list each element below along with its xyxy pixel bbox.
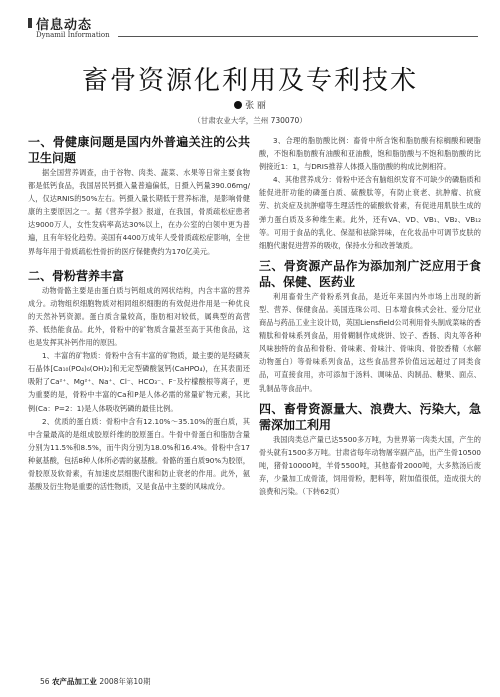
left-column — [28, 134, 250, 493]
paragraph-other-nutrients: 4、其他营养成分：骨粉中还含有脑组织发育不可缺少的磷脂质和能促进肝功能的磷蛋白质、硫酸肽等，有防止衰老、抗肿瘤、抗疲劳、抗炎症及抗肿瘤等生理活性的硫酸软骨素，有促进用肌肤生成的弹力蛋白质及多种维生素。此外，还有VA、VD、VB₁、VB₂、VB₁₂等。可用于食品的乳化、保湿和祛除异味，在化妆品中可调节皮肤的细胞代谢促进营养的吸收，保持水分和改善皱质。 — [259, 175, 481, 250]
header-rule — [118, 36, 478, 37]
right-column — [259, 134, 481, 498]
section-2-heading: 二、骨粉营养丰富 — [28, 268, 125, 283]
header-mark — [28, 18, 32, 28]
author-line — [0, 98, 500, 111]
page-number: 56 — [40, 677, 50, 686]
header-title: 信息动态 — [36, 18, 93, 33]
author-bullet-icon — [234, 101, 242, 109]
page-header — [28, 10, 478, 50]
section-1-heading: 一、骨健康问题是国内外普遍关注的公共卫生问题 — [28, 135, 250, 165]
article-title: 畜骨资源化利用及专利技术 — [81, 66, 418, 96]
section-2-paragraph-2: 1、丰富的矿物质：骨粉中含有丰富的矿物质，最主要的是羟磷灰石晶体[Ca₁₀(PO₄)₆(OH)₂]和无定型磷酸氢钙(CaHPO₄)，在其表面还吸附了Ca²⁺、Mg²⁺、Na⁺、Cl⁻、HCO₃⁻、F⁻及柠檬酸根等离子，更为重要的是，骨粉中丰富的Ca和P是人体必需的常量矿物元素，其比例(Ca：P=2：1)是人体吸收钙磷的最佳比例。 — [28, 351, 250, 413]
paragraph-fatty-acids: 3、合理的脂肪酸比例：畜骨中所含饱和脂肪酸有棕榈酸和硬脂酸，不饱和脂肪酸有油酸和亚油酸，饱和脂肪酸与不饱和脂肪酸的比例接近1：1，与DRIS推荐人体摄入脂肪酸的构成比例相符。 — [259, 136, 481, 172]
section-4-paragraph: 我国肉类总产量已达5500多万吨，为世界第一肉类大国，产生的骨头就有1500多万吨。甘肃省每年动物屠宰副产品，出产生骨10500吨，猪骨10000吨，羊骨5500吨，其他畜骨2000吨，大多熬汤后废弃，少量加工成骨渣，饲用骨粉，肥料等，附加值很低，造成很大的浪费和污染。（下转62页） — [259, 434, 481, 496]
author-name: 张 丽 — [245, 101, 266, 111]
section-2-paragraph-3: 2、优质的蛋白质：骨粉中含有12.10%～35.10%的蛋白质，其中含量最高的是组成胶原纤维的胶原蛋白。牛骨中骨蛋白和脂肪含量分别为11.5%和8.5%，而牛肉分别为18.0%和16.4%。骨粉中含17种氨基酸，包括8种人体所必需的氨基酸。骨骼的蛋白质90%为胶原，骨胶原及软骨素，有加速皮层细胞代谢和防止衰老的作用。此外，氨基酸及衍生物是重要的活性物质，又是食品中主要的风味成分。 — [28, 416, 250, 492]
header-subtitle: Dynamil Information — [36, 31, 110, 39]
affiliation: （甘肃农业大学，兰州 730070） — [193, 116, 307, 125]
section-4-heading: 四、畜骨资源量大、浪费大、污染大，急需深加工利用 — [259, 401, 481, 432]
page-footer — [40, 676, 150, 687]
section-1-paragraph: 据全国营养调查，由于谷物、肉类、蔬菜、水果等日常主要食物都是低钙食品，我国居民钙摄入量普遍偏低，日摄入钙量390.06mg/人，仅达RNIS的50%左右。钙摄入量长期低于营养标准，是影响骨健康的主要原因之一。据《营养学报》报道，在我国，骨质疏松症患者达9000万人，女性发病率高达30%以上，在办公室的白领中更为普遍，且有年轻化趋势。美国有4400万成年人受骨质疏松症影响，全世界每年用于骨质疏松性骨折的医疗保健费约为170亿美元。 — [28, 168, 250, 256]
journal-name: 农产品加工业 — [51, 677, 97, 686]
section-3-heading: 三、骨资源产品作为添加剂广泛应用于食品、保健、医药业 — [259, 258, 481, 289]
section-2-paragraph-1: 动物骨骼主要是由蛋白质与钙组成的网状结构，内含丰富的营养成分。动物组织细胞物质对相同组织细胞的有效促进作用是一种优良的天然补钙资源。蛋白质含量较高，脂肪相对较低，属典型的高营养、低热能食品。此外，骨粉中的矿物质含量甚至高于其他食品，这也是发挥其补钙作用的原因。 — [28, 285, 250, 348]
section-3-paragraph: 利用畜骨生产骨粉系列食品，是近年来国内外市场上出现的新型、营养、保健食品。美国连珠公司、日本增食株式会社、爱分尼业商品与药品工业主设计局，英国Liensfield公司利用骨头制成菜味的香精肽和骨味系列食品，用骨糊制作成烧饼、饺子、香肠、肉丸等各种风味独特的食品和骨粉、骨味素、骨味汁、骨味肉、骨胶香精（水解动物蛋白）等骨味系列食品，这些食品营养价值远远超过了同类食品，可直接食用，亦可添加于汤料、调味品、肉制品、糖果、面点、乳制品等食品中。 — [259, 291, 481, 393]
journal-issue: 2008年第10期 — [99, 677, 151, 686]
